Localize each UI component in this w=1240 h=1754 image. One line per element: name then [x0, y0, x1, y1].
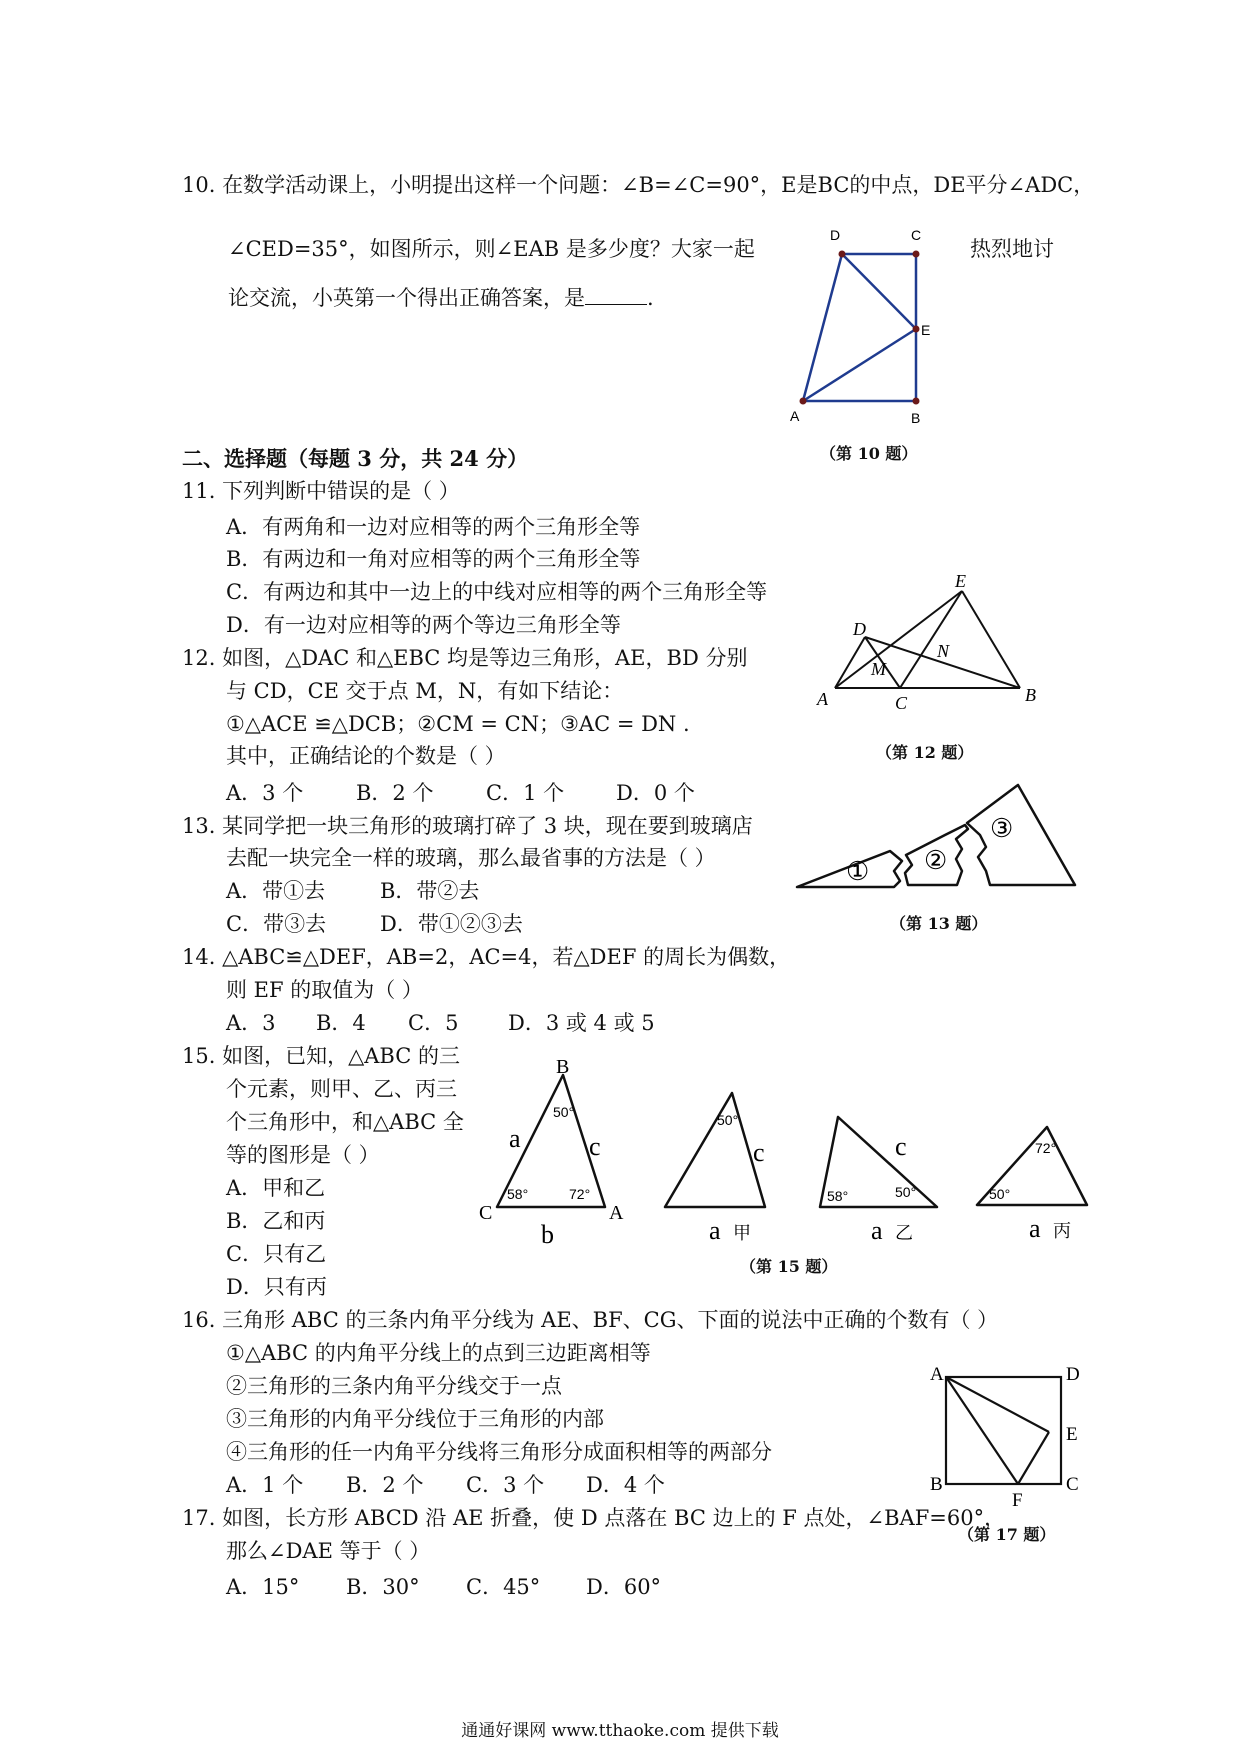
q15-bing-name: 丙 — [1053, 1221, 1071, 1242]
q12-figure — [815, 571, 1045, 713]
q12-line-2: 与 CD，CE 交于点 M，N，有如下结论： — [226, 679, 624, 703]
q14-option-b: B．4 — [316, 1011, 366, 1035]
q12-label-m: M — [871, 659, 886, 679]
q15-line-2: 个元素，则甲、乙、丙三 — [226, 1077, 457, 1101]
q13-figure — [790, 775, 1080, 895]
q14-option-a: A．3 — [226, 1011, 276, 1035]
q15-caption: （第 15 题） — [740, 1257, 838, 1276]
q13-line-1: 13. 某同学把一块三角形的玻璃打碎了 3 块，现在要到玻璃店 — [182, 814, 753, 838]
q15-bing-side-a: a — [1029, 1214, 1041, 1243]
q17-label-b: B — [930, 1474, 943, 1495]
q16-item-2: ②三角形的三条内角平分线交于一点 — [226, 1374, 562, 1398]
q12-label-d: D — [853, 619, 866, 639]
page-footer: 通通好课网 www.tthaoke.com 提供下载 — [461, 1721, 779, 1741]
q15-option-a: A．甲和乙 — [226, 1176, 326, 1200]
q17-figure — [920, 1360, 1095, 1511]
q15-jia-angle: 50° — [717, 1112, 739, 1128]
q10-line-3-end: . — [647, 286, 654, 310]
q12-caption: （第 12 题） — [876, 743, 974, 762]
q17-label-f: F — [1012, 1490, 1023, 1511]
q15-option-b: B．乙和丙 — [226, 1209, 326, 1233]
q15-jia-name: 甲 — [733, 1223, 751, 1244]
q14-line-1: 14. △ABC≌△DEF，AB=2，AC=4，若△DEF 的周长为偶数， — [182, 945, 791, 969]
q17-option-d: D．60° — [586, 1575, 662, 1599]
q11-option-b: B．有两边和一角对应相等的两个三角形全等 — [226, 547, 641, 571]
q15-option-c: C．只有乙 — [226, 1242, 327, 1266]
q13-option-b: B．带②去 — [380, 879, 480, 903]
q15-main-label-b: B — [556, 1056, 570, 1078]
q17-line-2: 那么∠DAE 等于（ ） — [226, 1539, 431, 1563]
q15-line-3: 个三角形中，和△ABC 全 — [226, 1110, 464, 1134]
q10-line-2: ∠CED=35°，如图所示，则∠EAB 是多少度？大家一起 — [228, 237, 755, 261]
q17-caption: （第 17 题） — [958, 1525, 1056, 1544]
q10-label-d: D — [830, 227, 841, 243]
q15-jia-triangle — [665, 1093, 765, 1207]
q12-line-3: ①△ACE ≌△DCB；②CM = CN；③AC = DN . — [226, 712, 690, 736]
q11-stem: 11. 下列判断中错误的是（ ） — [182, 479, 460, 503]
q14-line-2: 则 EF 的取值为（ ） — [226, 978, 423, 1002]
q15-jia-side-c: c — [753, 1138, 765, 1167]
q17-label-e: E — [1066, 1424, 1078, 1445]
q17-option-a: A．15° — [226, 1575, 300, 1599]
q17-option-c: C．45° — [466, 1575, 541, 1599]
q10-label-c: C — [911, 227, 922, 243]
q12-option-b: B．2 个 — [356, 781, 434, 805]
q15-main-angle-c: 58° — [507, 1186, 529, 1202]
q13-line-2: 去配一块完全一样的玻璃，那么最省事的方法是（ ） — [226, 846, 716, 870]
q10-line-1: 10. 在数学活动课上，小明提出这样一个问题：∠B=∠C=90°，E是BC的中点，DE平分∠ADC， — [182, 173, 1095, 197]
q15-main-angle-a: 72° — [569, 1186, 591, 1202]
q13-option-c: C．带③去 — [226, 912, 327, 936]
q17-option-b: B．30° — [346, 1575, 420, 1599]
q16-option-c: C．3 个 — [466, 1473, 545, 1497]
q10-quadrilateral — [803, 254, 916, 401]
q12-label-a: A — [817, 689, 828, 709]
section-title: 二、选择题（每题 3 分，共 24 分） — [182, 446, 529, 471]
q10-line-3 — [228, 285, 654, 311]
q12-line-4: 其中，正确结论的个数是（ ） — [226, 744, 506, 768]
q12-option-a: A．3 个 — [226, 781, 304, 805]
q16-item-4: ④三角形的任一内角平分线将三角形分成面积相等的两部分 — [226, 1440, 772, 1464]
q13-label-2: ② — [924, 846, 948, 875]
q12-label-e: E — [955, 571, 966, 591]
q15-figure — [475, 1055, 1115, 1255]
q17-label-c: C — [1066, 1474, 1079, 1495]
q10-caption: （第 10 题） — [820, 444, 918, 463]
q13-piece-3 — [967, 785, 1075, 885]
q13-label-3: ③ — [990, 814, 1014, 843]
q15-option-d: D．只有丙 — [226, 1275, 327, 1299]
q16-option-b: B．2 个 — [346, 1473, 424, 1497]
answer-blank — [585, 286, 647, 305]
q15-main-angle-b: 50° — [553, 1104, 575, 1120]
q16-option-d: D．4 个 — [586, 1473, 665, 1497]
q15-line-1: 15. 如图，已知，△ABC 的三 — [182, 1044, 460, 1068]
q15-bing-angle-50: 50° — [989, 1186, 1011, 1202]
q17-line-1: 17. 如图，长方形 ABCD 沿 AE 折叠，使 D 点落在 BC 边上的 F 点处，∠BAF=60°， — [182, 1506, 1006, 1530]
q16-option-a: A．1 个 — [226, 1473, 304, 1497]
q10-label-b: B — [911, 410, 921, 426]
q12-label-n: N — [937, 641, 950, 661]
q15-main-label-c: C — [479, 1202, 493, 1224]
q15-main-side-a: a — [509, 1124, 521, 1153]
q13-option-a: A．带①去 — [226, 879, 326, 903]
q10-line-3-text: 论交流，小英第一个得出正确答案，是 — [228, 286, 585, 310]
q12-option-c: C．1 个 — [486, 781, 565, 805]
q12-label-b: B — [1025, 685, 1036, 705]
q15-yi-name: 乙 — [895, 1223, 913, 1244]
q12-line-1: 12. 如图，△DAC 和△EBC 均是等边三角形，AE，BD 分别 — [182, 646, 748, 670]
q15-jia-side-a: a — [709, 1216, 721, 1245]
q10-label-e: E — [921, 322, 931, 338]
q14-option-d: D．3 或 4 或 5 — [508, 1011, 655, 1035]
q14-option-c: C．5 — [408, 1011, 459, 1035]
q15-main-side-b: b — [541, 1220, 554, 1249]
q15-main-label-a: A — [609, 1202, 624, 1224]
q16-stem: 16. 三角形 ABC 的三条内角平分线为 AE、BF、CG、下面的说法中正确的个数有（ ） — [182, 1308, 999, 1332]
q15-line-4: 等的图形是（ ） — [226, 1143, 380, 1167]
q15-yi-side-a: a — [871, 1216, 883, 1245]
q15-yi-angle-50: 50° — [895, 1184, 917, 1200]
q11-option-c: C．有两边和其中一边上的中线对应相等的两个三角形全等 — [226, 580, 768, 604]
q13-label-1: ① — [846, 857, 870, 886]
q11-option-d: D．有一边对应相等的两个等边三角形全等 — [226, 613, 621, 637]
q16-item-1: ①△ABC 的内角平分线上的点到三边距离相等 — [226, 1341, 651, 1365]
q11-option-a: A．有两角和一边对应相等的两个三角形全等 — [226, 515, 641, 539]
q12-option-d: D．0 个 — [616, 781, 695, 805]
q15-main-side-c: c — [589, 1132, 601, 1161]
q17-label-d: D — [1066, 1364, 1080, 1385]
q15-yi-side-c: c — [895, 1132, 907, 1161]
q10-label-a: A — [790, 408, 800, 424]
q13-caption: （第 13 题） — [890, 914, 988, 933]
q15-yi-angle-58: 58° — [827, 1188, 849, 1204]
q17-label-a: A — [930, 1364, 944, 1385]
q15-bing-angle-72: 72° — [1035, 1140, 1057, 1156]
q10-line-2-end: 热烈地讨 — [970, 237, 1054, 261]
q13-option-d: D．带①②③去 — [380, 912, 523, 936]
q12-label-c: C — [895, 693, 908, 713]
q10-figure — [790, 225, 950, 435]
q16-item-3: ③三角形的内角平分线位于三角形的内部 — [226, 1407, 604, 1431]
